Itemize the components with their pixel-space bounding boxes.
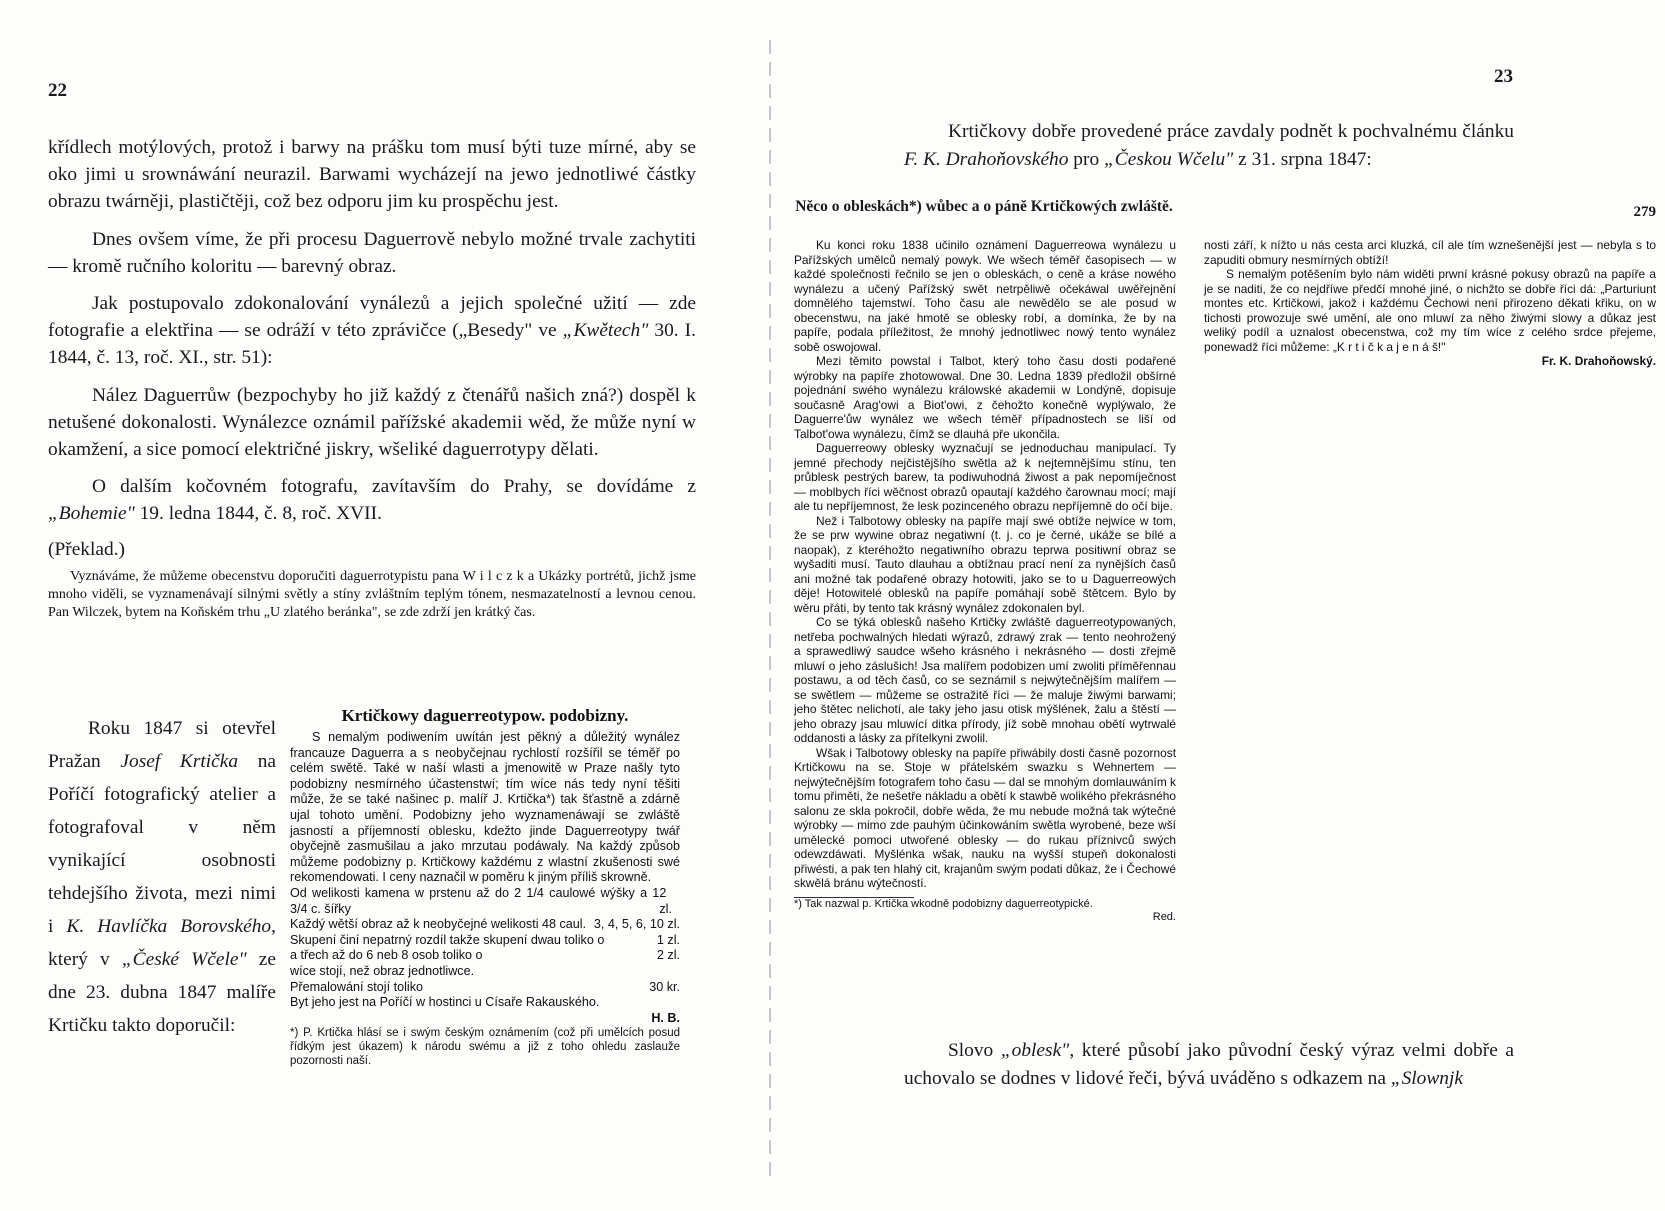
text-run-italic: „Kwětech" <box>562 320 649 342</box>
clipping-paragraph: Wšak i Talbotowy oblesky na papíře přiwábily dosti časně pozornost Krtičkowu na se. Stoje w přátelském swazku s Wehnertem — nejwýtečnějším fotografem toho času — dal se mnohým domlauwáním k tomu přiměti, že nešetře nákladu a obětí k stawbě wolikého překrásného salonu ze skla pokročil, dobře wěda, že mu nebude možná tak wýtečné wýrobky — mimo zde pauhým účinkowáním swětla wyrobené, beze wší umělecké pomoci utwořené oblesky — do rukau příznivců swých odewzdáwati. Myšlénka wšak, nauku na wyšší stupeň dokonalosti přiwésti, a pak ten hlahý cit, krajanům swým podati důkaz, že i Čechowé skwělá bránu wýtečností. <box>794 745 1176 890</box>
price-row <box>290 964 680 980</box>
clipping-bohemie <box>48 568 696 621</box>
price-item: wíce stojí, než obraz jednotliwce. <box>290 963 475 978</box>
price-value: 2 zl. <box>659 885 672 916</box>
clipping-body: S nemalým podiwením uwítán jest pěkný a důležitý wynález francauze Daguerra a s neobyčejnau rychlostí rozšířil se téměř po celém swětě. Také w naší wlasti a jmenowitě w Praze našly tyto podobizny nesmírného účastenstwí; tím wíce nás tedy nyní těšiti může, že se také našinec p. malíř J. Krtička*) tak šťastně a zdárně ujal tohoto umění. Podobizny jeho wyznamenáwají se zwláště jasností a příjemností oblesku, kdežto jinde Daguerreotypy twář obyčejně zasmušilau a jako mrzutau podáwaly. Na každý způsob můžeme podobizny p. Krtičkowy každému z wlastní zkušenosti swé rekomendowati. I ceny naznačil w poměru k jiným příliš skrowně. <box>290 730 680 885</box>
price-item: Každý wětší obraz až k neobyčejné welikosti 48 caul. <box>290 917 587 932</box>
text-run-italic: Josef Krtička <box>120 751 239 772</box>
text-run: ze dne 23. dubna 1847 malíře Krtičku takto doporučil: <box>48 949 277 1036</box>
price-row <box>290 933 680 949</box>
left-side-text <box>48 712 276 1042</box>
price-value: 1 zl. <box>656 932 680 947</box>
price-value: 30 kr. <box>649 979 680 994</box>
text-run: , který v <box>48 916 276 970</box>
clipping-title: Něco o obleskách*) wůbec a o páně Krtičkowých zwláště. <box>795 198 1173 215</box>
clipping-signature: Fr. K. Drahoňowský. <box>1541 354 1656 368</box>
text-run-italic: „Českou Wčelu" <box>1104 149 1234 170</box>
clipping-paragraph: Daguerreowy oblesky wyznačují se jednoduchau manipulací. Ty jemné přechody nejčistějšího swětla až k nejtemnějšímu stínu, ten průblesk pestrých barew, ta podiwuhodná žiwost a pak nepomíječnost — moblbych říci wěčnost obrazů opautají každého čarownau mocí; mají ale tu nepříjemnost, že lesk pozinceného obrazu nepříjemně do očí bije. <box>794 441 1176 513</box>
paragraph-2: Dnes ovšem víme, že při procesu Daguerrově nebylo možné trvale zachytiti — kromě ručního koloritu — barevný obraz. <box>48 228 696 277</box>
price-item: Od welikosti kamena w prstenu až do 2 1/4 caulowé wýšky a 1 3/4 c. šířky <box>290 885 660 916</box>
price-row <box>290 948 680 964</box>
clipping-column-2 <box>1204 238 1656 369</box>
translation-label-text: (Překlad.) <box>48 539 125 560</box>
left-body-top <box>48 134 696 528</box>
clipping-address: Byt jeho jest na Poříčí w hostinci u Císaře Rakauského. <box>290 995 600 1010</box>
clipping-krticka-advert <box>290 706 680 1068</box>
price-list <box>290 886 680 995</box>
price-row <box>290 917 680 933</box>
clipping-footnote: *) P. Krtička hlásí se i swým českým oznámením (což při umělcích posud řídkým jest úkazem) k národu swému a již z toho ohledu zaslauže pozornosti naší. <box>290 1027 680 1068</box>
bottom-paragraph <box>904 1037 1514 1093</box>
price-item: a třech až do 6 neb 8 osob toliko o <box>290 948 483 963</box>
clipping-title: Krtičkowy daguerreotypow. podobizny. <box>341 706 629 725</box>
page-left <box>0 0 770 1211</box>
price-value: 2 zl. <box>656 948 680 963</box>
text-run: O dalším kočovném fotografu, zavítavším do Prahy, se dovídáme z <box>92 476 696 498</box>
price-row <box>290 980 680 996</box>
clipping-paragraph: Než i Talbotowy oblesky na papíře mají swé obtíže nejwíce w tom, že se prw wywine obraz negatiwní (t. j. co je černé, ukáže se bílé a naopak), z kteréhožto negatiwního obrazu teprwa positiwní obraz se wyšaditi musí. Tauto dlauhau a obtížnau prací není za nynějších časů ani možné tak podařené obrazy hotowiti, jako se to u Daguerreowých děje! Hotowitelé oblesků na papíře pomáhají sobě štětcem. Bylo by wěru přáti, by tento tak krásný wynález zdokonalen byl. <box>794 513 1176 615</box>
text-run: 19. ledna 1844, č. 8, roč. XVII. <box>134 503 382 525</box>
right-bottom-text <box>904 1037 1514 1093</box>
paragraph-1: křídlech motýlových, protož i barwy na prášku tom musí býti tuze mírné, aby se oko jimi u srownáwání neurazil. Barwami wycházejí na jewo jednotliwé částky obrazu twárněji, plastičtěji, což bez odporu jim ku prospěchu jest. <box>48 137 696 213</box>
paragraph-4: Nález Daguerrůw (bezpochyby ho již každý z čtenářů našich zná?) dospěl k netušené dokonalosti. Wynálezce oznámil pařížské akademii wěd, že může nyní w okamžení, a sice pomocí električné jiskry, wšeliké daguerrotypy dělati. <box>48 384 696 461</box>
price-item: Přemalowání stojí toliko <box>290 979 423 994</box>
footnote-signature: Red. <box>1152 910 1176 923</box>
text-run: z 31. srpna 1847: <box>1233 149 1372 170</box>
text-run-italic: „Slownjk <box>1390 1068 1463 1089</box>
paragraph-5 <box>48 473 696 527</box>
clipping-header <box>794 198 1656 234</box>
clipping-bohemie-text: Vyznáváme, že můžeme obecenstvu doporučiti daguerrotypistu pana W i l c z k a Ukázky portrétů, jichž jsme mnoho viděli, se vyznamenávají silnými světly a stíny zvláštním teplým tónem, nesmazatelností a levnou cenou. Pan Wilczek, bytem na Koňském trhu „U zlatého beránka", se zde zdrží jen krátký čas. <box>48 569 696 620</box>
text-run: Jak postupovalo zdokonalování vynálezů a jejich společné užití — zde fotografie a elektřina — se odráží v této zprávičce („Besedy" ve <box>48 293 696 342</box>
text-run: Krtičkovy dobře provedené práce zavdaly podnět k pochvalnému článku <box>948 121 1514 142</box>
clipping-paragraph: Co se týká oblesků našeho Krtičky zwláště daguerreotypowaných, netřeba pochwalných hledati wýrazů, zdrawý zrak — tento neohrožený a sprawedliwý saudce wšeho krásného i nekrásného — dosti zřejmě mluwí o jeho záslušich! Jsa malířem podobizen umí zwoliti příměřennau postawu, a od těch časů, co se seznámil s nejwýtečnějším malířem — se swětlem — můžeme se ostražitě říci — že maluje žiwými barwami; jeho štětec nelichotí, ale taky jeho jasu otisk mýšlének, žalu a štěstí — jeho obrazy jsau mluwící ditka přírody, jíž sobě mnohau obětí wytrwalé oddanosti a lásky za přítelkyni zwolil. <box>794 615 1176 745</box>
text-run: Roku 1847 si otevřel Pražan <box>48 718 276 772</box>
translation-label <box>48 536 696 563</box>
right-intro <box>904 118 1514 174</box>
clipping-paragraph: S nemalým potěšením bylo nám widěti prwní krásné pokusy obrazů na papíře a je se naditi, že co nejdříwe předčí mnohé jiné, o nichžto se dobře říci dá: „Parturiunt montes etc. Krtičkowi, jakož i každému Čechowi není přirozeno děkati křiku, on w tichosti prowozuje swé umění, ale ono mluwí za něho žiwými slowy a důkaz jest weliký podíl a uznalost obecenstwa, což my tím wíce z celého srdce přejeme, ponewadž říci můžeme: „K r t i č k a j e n á š!" <box>1204 267 1656 354</box>
clipping-footnote: *) Tak nazwal p. Krtička wkodně podobizny daguerreotypické. <box>794 897 1093 910</box>
text-run: pro <box>1068 149 1104 170</box>
paragraph-3 <box>48 290 696 372</box>
clipping-column-1 <box>794 238 1176 924</box>
text-run: na Poříčí fotografický atelier a fotografoval v něm vynikající osobnosti tehdejšího života, mezi nimi i <box>48 751 277 937</box>
clipping-signature: H. B. <box>651 1010 680 1025</box>
clipping-paragraph: Mezi těmito powstal i Talbot, který toho času dosti podařené wýrobky na papíře zhotowowal. Dne 30. Ledna 1839 předložil obšírné pojednání swého wynálezu králowské akademii w Londýně, dopisuje současně Arag'owi a Biot'owi, z čehožto konečně wyplýwalo, že Daguerre'ůw wynález we wšech téměř případnostech se liší od Talbot'owa wynálezu, čímž se dlauhá pře ukončila. <box>794 354 1176 441</box>
intro-paragraph <box>904 118 1514 174</box>
page-number-right: 23 <box>1494 66 1513 87</box>
text-run: 30. I. 1844, č. 13, roč. XI., str. 51): <box>48 320 696 369</box>
text-run-italic: K. Havlíčka Borovského <box>66 916 272 937</box>
clipping-paragraph: nosti září, k nížto u nás cesta arci kluzká, cíl ale tím wznešenější jest — nebyla s to zapuditi obmury nesmírných obtíží! <box>1204 238 1656 267</box>
text-run-italic: „Bohemie" <box>48 503 135 525</box>
price-row <box>290 886 680 917</box>
clipping-page-number: 279 <box>1633 204 1656 220</box>
price-item: Skupení činí nepatrný rozdíl takže skupení dwau toliko o <box>290 932 605 947</box>
price-value: 3, 4, 5, 6, 10 zl. <box>593 917 680 932</box>
text-run-italic: F. K. Drahoňovského <box>904 149 1069 170</box>
text-run: , které působí jako původní český výraz velmi dobře a uchovalo se dodnes v lidové řeči, bývá uváděno s odkazem na <box>904 1040 1515 1089</box>
page-right <box>770 0 1665 1211</box>
text-run: Slovo <box>948 1040 1001 1061</box>
text-run-italic: „oblesk" <box>1000 1040 1070 1061</box>
page-number-left: 22 <box>48 80 67 101</box>
side-paragraph <box>48 712 276 1042</box>
text-run-italic: „České Wčele" <box>121 949 247 970</box>
clipping-paragraph: Ku konci roku 1838 učinilo oznámení Daguerreowa wynálezu u Pařížských umělců nemalý powyk. We wšech téměř časopisech — w každé společnosti řečnilo se jen o obleskách, o ceně a kráse nowého wynálezu a učený Pařížský swět netrpěliwě očekáwal uwěřejnění domnělého tajemstwí. Toho času ale newědělo se ale posud w obecenstwu, na jaké hmotě se oblesky robí, a domínka, že by na papíře, podala příležitost, že mnohý jednotliwec nowý tento wynález sobě oswojowal. <box>794 238 1176 354</box>
